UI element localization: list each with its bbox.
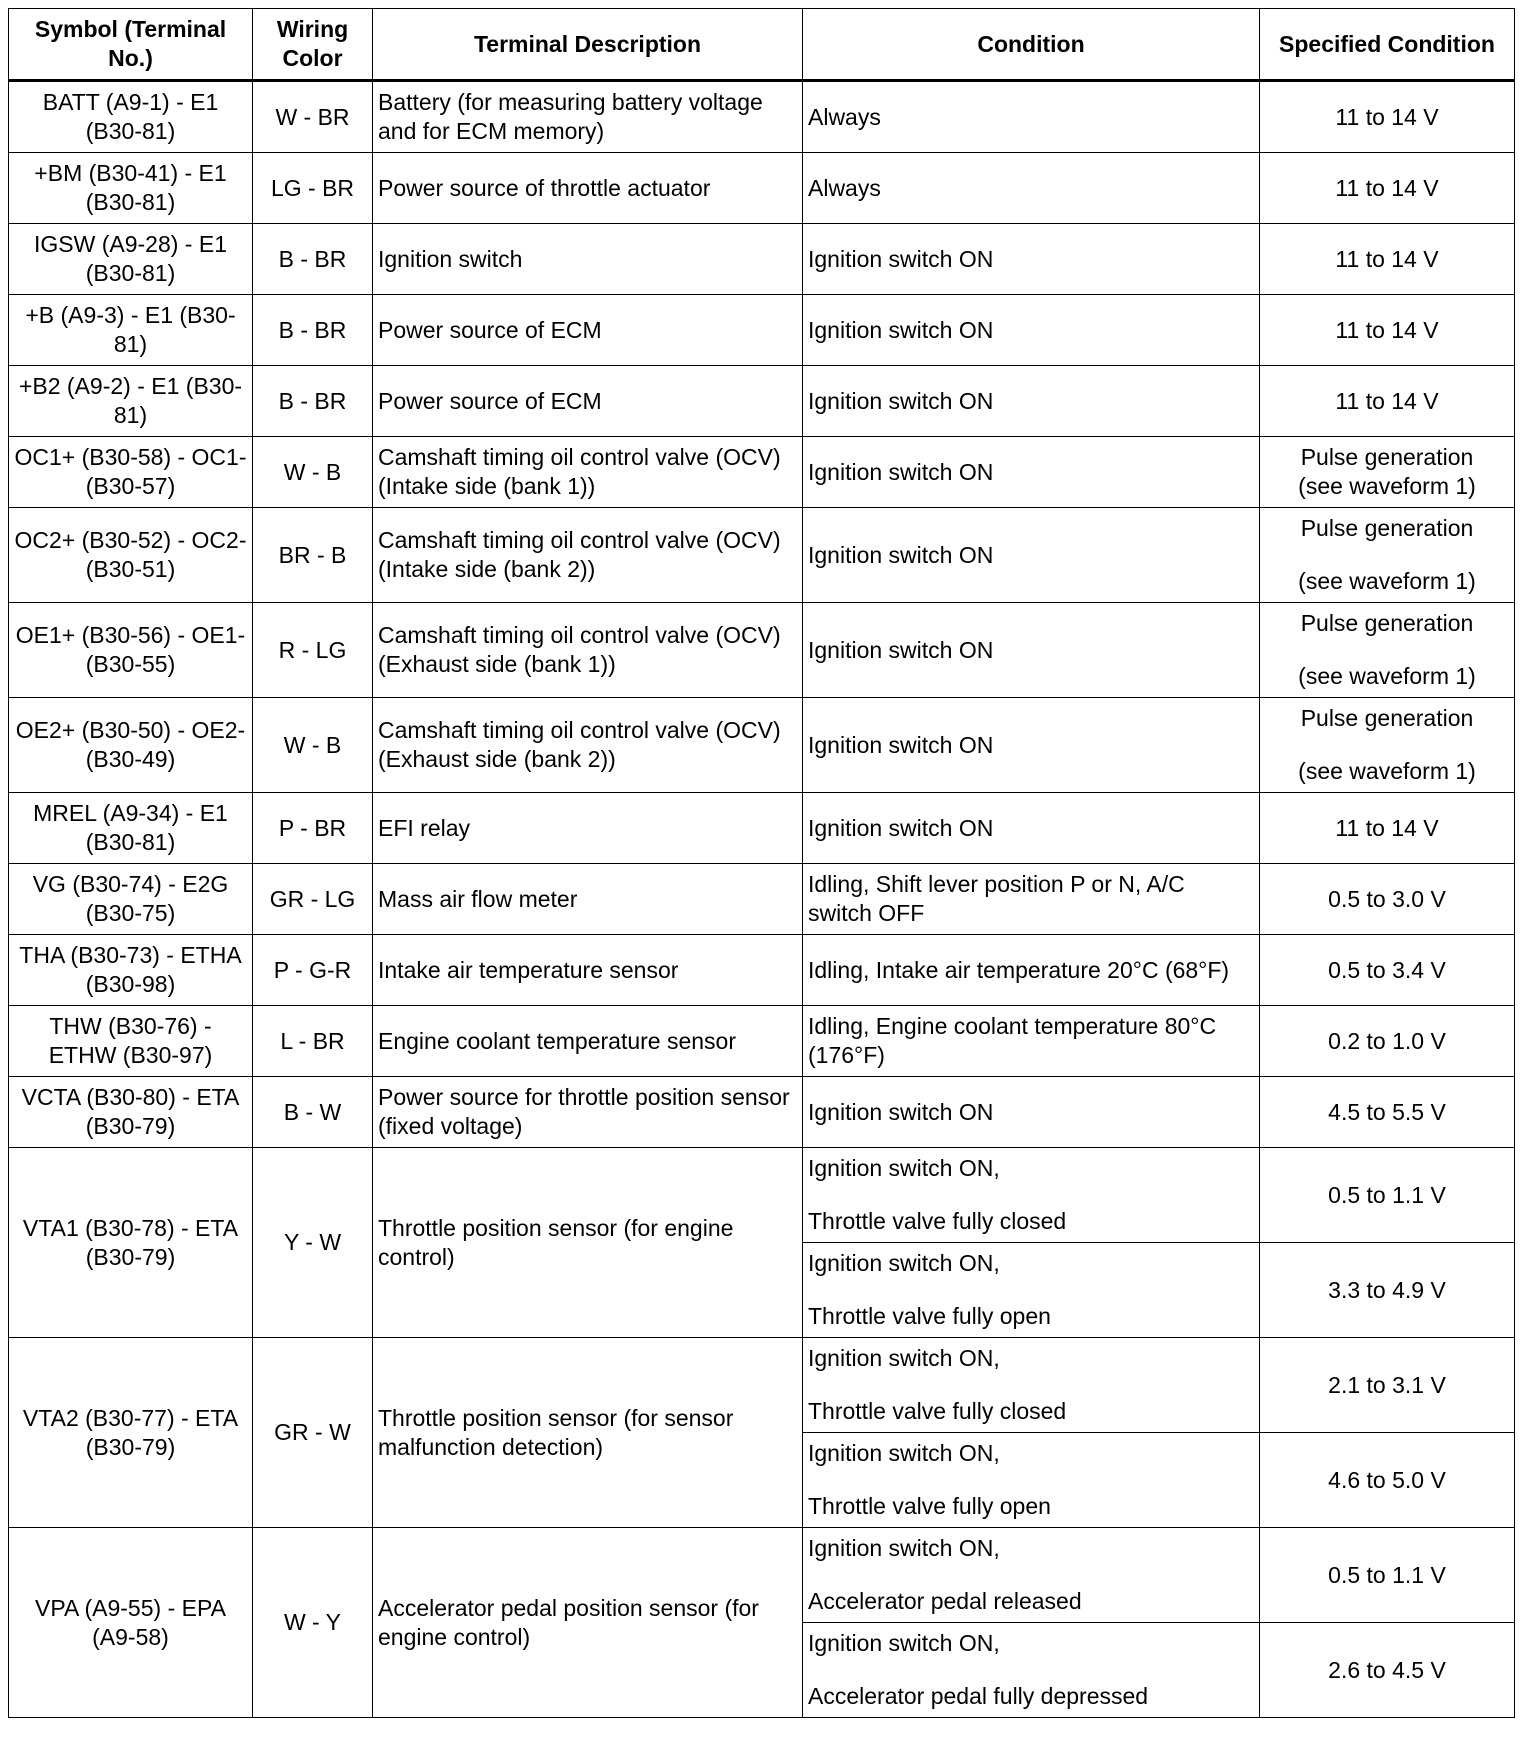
specified-condition-cell: [1260, 437, 1515, 508]
table-row: [9, 793, 1515, 864]
description-cell: Camshaft timing oil control valve (OCV) (Intake side (bank 1)): [373, 437, 803, 508]
condition-cell: Idling, Engine coolant temperature 80°C (176°F): [803, 1006, 1260, 1077]
terminal-spec-sheet: [8, 8, 1514, 1718]
condition-cell: [803, 1148, 1260, 1243]
description-cell: EFI relay: [373, 793, 803, 864]
symbol-cell: +B2 (A9-2) - E1 (B30-81): [9, 366, 253, 437]
specified-condition-cell: [1260, 698, 1515, 793]
specified-condition-cell: 0.2 to 1.0 V: [1260, 1006, 1515, 1077]
symbol-cell: OC1+ (B30-58) - OC1- (B30-57): [9, 437, 253, 508]
wiring-color-cell: B - W: [253, 1077, 373, 1148]
wiring-color-cell: P - G-R: [253, 935, 373, 1006]
specified-condition-cell: 11 to 14 V: [1260, 224, 1515, 295]
description-cell: Throttle position sensor (for engine control): [373, 1148, 803, 1338]
symbol-cell: VTA2 (B30-77) - ETA (B30-79): [9, 1338, 253, 1528]
header-condition: Condition: [803, 9, 1260, 81]
symbol-cell: BATT (A9-1) - E1 (B30-81): [9, 81, 253, 153]
table-row: [9, 1148, 1515, 1243]
symbol-cell: MREL (A9-34) - E1 (B30-81): [9, 793, 253, 864]
wiring-color-cell: LG - BR: [253, 153, 373, 224]
condition-line-2: Throttle valve fully closed: [808, 1208, 1067, 1234]
description-cell: Ignition switch: [373, 224, 803, 295]
description-cell: Camshaft timing oil control valve (OCV) (Exhaust side (bank 2)): [373, 698, 803, 793]
condition-cell: Ignition switch ON: [803, 437, 1260, 508]
wiring-color-cell: B - BR: [253, 366, 373, 437]
condition-cell: [803, 1338, 1260, 1433]
description-cell: Camshaft timing oil control valve (OCV) (Intake side (bank 2)): [373, 508, 803, 603]
table-row: [9, 508, 1515, 603]
condition-cell: [803, 1433, 1260, 1528]
description-cell: Power source of ECM: [373, 295, 803, 366]
description-cell: Power source of throttle actuator: [373, 153, 803, 224]
symbol-cell: OE2+ (B30-50) - OE2- (B30-49): [9, 698, 253, 793]
table-row: [9, 1338, 1515, 1433]
specified-condition-cell: 0.5 to 3.4 V: [1260, 935, 1515, 1006]
table-row: [9, 153, 1515, 224]
condition-cell: Ignition switch ON: [803, 224, 1260, 295]
specified-condition-cell: [1260, 508, 1515, 603]
wiring-color-cell: P - BR: [253, 793, 373, 864]
specified-condition-cell: 11 to 14 V: [1260, 153, 1515, 224]
symbol-cell: +BM (B30-41) - E1 (B30-81): [9, 153, 253, 224]
header-row: [9, 9, 1515, 81]
specified-line-1: Pulse generation: [1300, 444, 1474, 470]
wiring-color-cell: W - B: [253, 437, 373, 508]
specified-condition-cell: 3.3 to 4.9 V: [1260, 1243, 1515, 1338]
condition-line-2: Throttle valve fully open: [808, 1303, 1051, 1329]
condition-cell: Ignition switch ON: [803, 295, 1260, 366]
table-row: [9, 1077, 1515, 1148]
wiring-color-cell: B - BR: [253, 295, 373, 366]
condition-cell: Ignition switch ON: [803, 793, 1260, 864]
specified-condition-cell: 11 to 14 V: [1260, 81, 1515, 153]
condition-line-1: Ignition switch ON,: [808, 1440, 1000, 1466]
table-row: [9, 295, 1515, 366]
header-symbol: Symbol (Terminal No.): [9, 9, 253, 81]
condition-line-2: Accelerator pedal fully depressed: [808, 1683, 1149, 1709]
table-row: [9, 1006, 1515, 1077]
description-cell: Engine coolant temperature sensor: [373, 1006, 803, 1077]
condition-line-1: Ignition switch ON,: [808, 1345, 1000, 1371]
header-specified-condition: Specified Condition: [1260, 9, 1515, 81]
condition-cell: Ignition switch ON: [803, 603, 1260, 698]
table-row: [9, 1528, 1515, 1623]
wiring-color-cell: GR - LG: [253, 864, 373, 935]
condition-cell: Ignition switch ON: [803, 698, 1260, 793]
description-cell: Power source for throttle position sensor (fixed voltage): [373, 1077, 803, 1148]
table-row: [9, 935, 1515, 1006]
condition-line-1: Ignition switch ON,: [808, 1250, 1000, 1276]
specified-condition-cell: 2.1 to 3.1 V: [1260, 1338, 1515, 1433]
specified-condition-cell: 11 to 14 V: [1260, 366, 1515, 437]
wiring-color-cell: W - B: [253, 698, 373, 793]
condition-cell: [803, 1243, 1260, 1338]
symbol-cell: +B (A9-3) - E1 (B30-81): [9, 295, 253, 366]
symbol-cell: VG (B30-74) - E2G (B30-75): [9, 864, 253, 935]
wiring-color-cell: R - LG: [253, 603, 373, 698]
description-cell: Accelerator pedal position sensor (for engine control): [373, 1528, 803, 1718]
symbol-cell: VTA1 (B30-78) - ETA (B30-79): [9, 1148, 253, 1338]
description-cell: Battery (for measuring battery voltage and for ECM memory): [373, 81, 803, 153]
condition-line-2: Throttle valve fully open: [808, 1493, 1051, 1519]
description-cell: Power source of ECM: [373, 366, 803, 437]
specified-line-1: Pulse generation: [1300, 515, 1474, 541]
condition-cell: [803, 1528, 1260, 1623]
specified-line-2: (see waveform 1): [1298, 758, 1476, 784]
table-row: [9, 437, 1515, 508]
condition-cell: [803, 1623, 1260, 1718]
symbol-cell: VCTA (B30-80) - ETA (B30-79): [9, 1077, 253, 1148]
specified-line-2: (see waveform 1): [1298, 663, 1476, 689]
condition-line-1: Ignition switch ON,: [808, 1535, 1000, 1561]
symbol-cell: OC2+ (B30-52) - OC2- (B30-51): [9, 508, 253, 603]
condition-cell: Idling, Intake air temperature 20°C (68°F): [803, 935, 1260, 1006]
specified-line-1: Pulse generation: [1300, 610, 1474, 636]
specified-condition-cell: 0.5 to 3.0 V: [1260, 864, 1515, 935]
table-row: [9, 603, 1515, 698]
condition-cell: Always: [803, 153, 1260, 224]
condition-line-2: Accelerator pedal released: [808, 1588, 1082, 1614]
ecm-terminal-table: [8, 8, 1515, 1718]
condition-cell: Ignition switch ON: [803, 508, 1260, 603]
description-cell: Mass air flow meter: [373, 864, 803, 935]
header-terminal-description: Terminal Description: [373, 9, 803, 81]
wiring-color-cell: L - BR: [253, 1006, 373, 1077]
header-wiring-color: Wiring Color: [253, 9, 373, 81]
symbol-cell: IGSW (A9-28) - E1 (B30-81): [9, 224, 253, 295]
specified-condition-cell: [1260, 603, 1515, 698]
wiring-color-cell: B - BR: [253, 224, 373, 295]
condition-cell: Idling, Shift lever position P or N, A/C switch OFF: [803, 864, 1260, 935]
condition-cell: Always: [803, 81, 1260, 153]
specified-condition-cell: 2.6 to 4.5 V: [1260, 1623, 1515, 1718]
specified-condition-cell: 11 to 14 V: [1260, 295, 1515, 366]
specified-condition-cell: 4.5 to 5.5 V: [1260, 1077, 1515, 1148]
wiring-color-cell: W - BR: [253, 81, 373, 153]
table-row: [9, 366, 1515, 437]
description-cell: Intake air temperature sensor: [373, 935, 803, 1006]
condition-line-1: Ignition switch ON,: [808, 1155, 1000, 1181]
symbol-cell: OE1+ (B30-56) - OE1- (B30-55): [9, 603, 253, 698]
specified-condition-cell: 11 to 14 V: [1260, 793, 1515, 864]
description-cell: Camshaft timing oil control valve (OCV) (Exhaust side (bank 1)): [373, 603, 803, 698]
specified-line-1: Pulse generation: [1300, 705, 1474, 731]
specified-condition-cell: 0.5 to 1.1 V: [1260, 1528, 1515, 1623]
specified-line-2: (see waveform 1): [1298, 473, 1476, 499]
table-row: [9, 224, 1515, 295]
table-row: [9, 81, 1515, 153]
wiring-color-cell: W - Y: [253, 1528, 373, 1718]
table-row: [9, 698, 1515, 793]
specified-condition-cell: 0.5 to 1.1 V: [1260, 1148, 1515, 1243]
wiring-color-cell: Y - W: [253, 1148, 373, 1338]
description-cell: Throttle position sensor (for sensor malfunction detection): [373, 1338, 803, 1528]
symbol-cell: THA (B30-73) - ETHA (B30-98): [9, 935, 253, 1006]
condition-line-1: Ignition switch ON,: [808, 1630, 1000, 1656]
wiring-color-cell: BR - B: [253, 508, 373, 603]
table-row: [9, 864, 1515, 935]
symbol-cell: THW (B30-76) - ETHW (B30-97): [9, 1006, 253, 1077]
specified-condition-cell: 4.6 to 5.0 V: [1260, 1433, 1515, 1528]
condition-cell: Ignition switch ON: [803, 1077, 1260, 1148]
symbol-cell: VPA (A9-55) - EPA (A9-58): [9, 1528, 253, 1718]
condition-line-2: Throttle valve fully closed: [808, 1398, 1067, 1424]
specified-line-2: (see waveform 1): [1298, 568, 1476, 594]
condition-cell: Ignition switch ON: [803, 366, 1260, 437]
wiring-color-cell: GR - W: [253, 1338, 373, 1528]
